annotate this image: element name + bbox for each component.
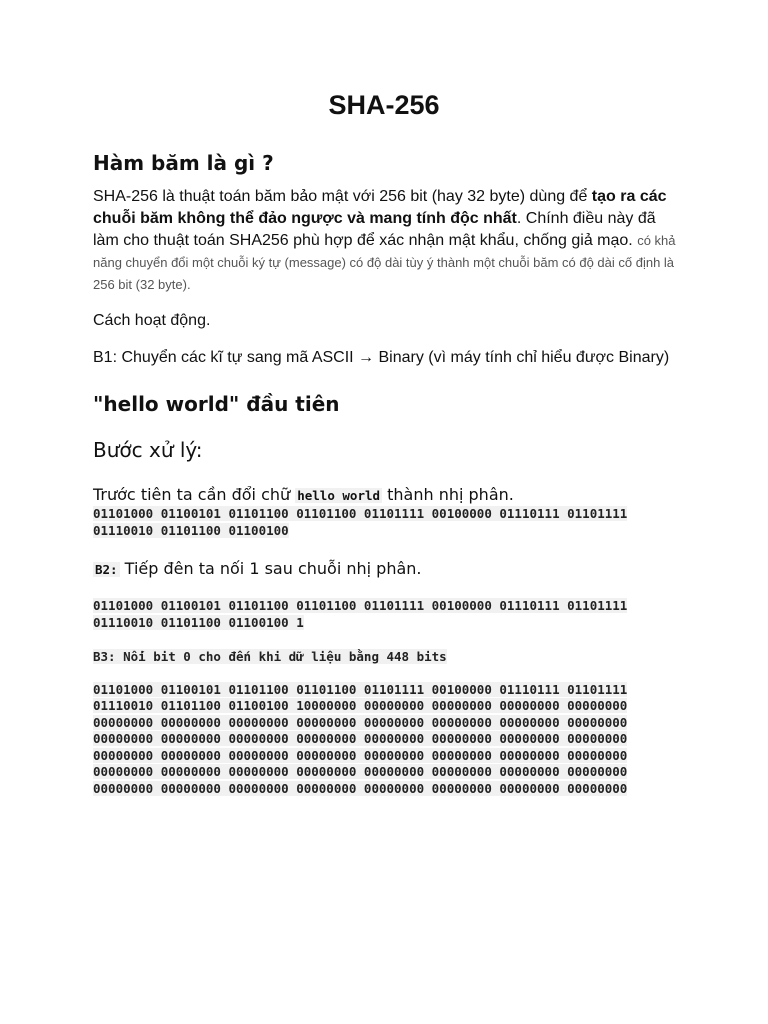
document-body [93,148,683,797]
hello-world-code: hello world [297,488,381,503]
b2-code-label: B2: [95,562,118,577]
page-title: SHA-256 [328,90,440,120]
step-b2-text [93,559,683,580]
processing-steps-label: Bước xử lý: [93,438,203,462]
first-step-suffix: thành nhị phân. [382,485,514,504]
heading-what-is-hash: Hàm băm là gì ? [93,151,274,175]
binary-line: 01101000 01100101 01101100 01101100 01101111 00100000 01110111 01101111 [93,506,628,521]
binary-block-1 [93,506,683,539]
step-b1-text: B1: Chuyển các kĩ tự sang mã ASCII → Binary (vì máy tính chỉ hiểu được Binary) [93,349,670,366]
binary-line: 01110010 01101100 01100100 [93,522,289,538]
binary-line: 01101000 01100101 01101100 01101100 01101111 00100000 01110111 01101111 [93,598,628,613]
intro-text-end: . Chính điều này đã làm cho thuật toán SHA256 phù hợp để xác nhận mật khẩu, chống giả mạo. [93,210,656,249]
binary-line: 00000000 00000000 00000000 00000000 00000000 00000000 00000000 00000000 [93,747,628,763]
binary-line: 01110010 01101100 01100100 10000000 00000000 00000000 00000000 00000000 [93,698,628,713]
step-b3-text [93,649,683,666]
binary-line: 00000000 00000000 00000000 00000000 00000000 00000000 00000000 00000000 [93,714,628,730]
intro-small-text: có khả năng chuyển đổi một chuỗi ký tự (message) có độ dài tùy ý thành một chuỗi băm có độ dài cố định là 256 bit (32 byte). [93,233,676,292]
heading-hello-world: "hello world" đầu tiên [93,392,340,416]
first-step-text [93,485,683,506]
binary-line: 00000000 00000000 00000000 00000000 00000000 00000000 00000000 00000000 [93,731,628,746]
binary-block-3 [93,682,683,798]
b2-description: Tiếp đên ta nối 1 sau chuỗi nhị phân. [119,559,422,578]
binary-line: 00000000 00000000 00000000 00000000 00000000 00000000 00000000 00000000 [93,764,628,779]
binary-line: 00000000 00000000 00000000 00000000 00000000 00000000 00000000 00000000 [93,780,628,796]
binary-line: 01110010 01101100 01100100 1 [93,614,304,630]
binary-block-2 [93,598,683,631]
intro-text: SHA-256 là thuật toán băm bảo mật với 256 bit (hay 32 byte) dùng để [93,188,592,205]
first-step-prefix: Trước tiên ta cần đổi chữ [93,485,296,504]
b3-code-text: B3: Nối bit 0 cho đến khi dữ liệu bằng 448 bits [93,649,447,664]
intro-paragraph [93,186,683,296]
intro-bold-text: tạo ra các chuỗi băm không thể đảo ngược và mang tính độc nhất [93,188,667,227]
how-it-works-label: Cách hoạt động. [93,312,211,329]
binary-line: 01101000 01100101 01101100 01101100 01101111 00100000 01110111 01101111 [93,681,628,697]
